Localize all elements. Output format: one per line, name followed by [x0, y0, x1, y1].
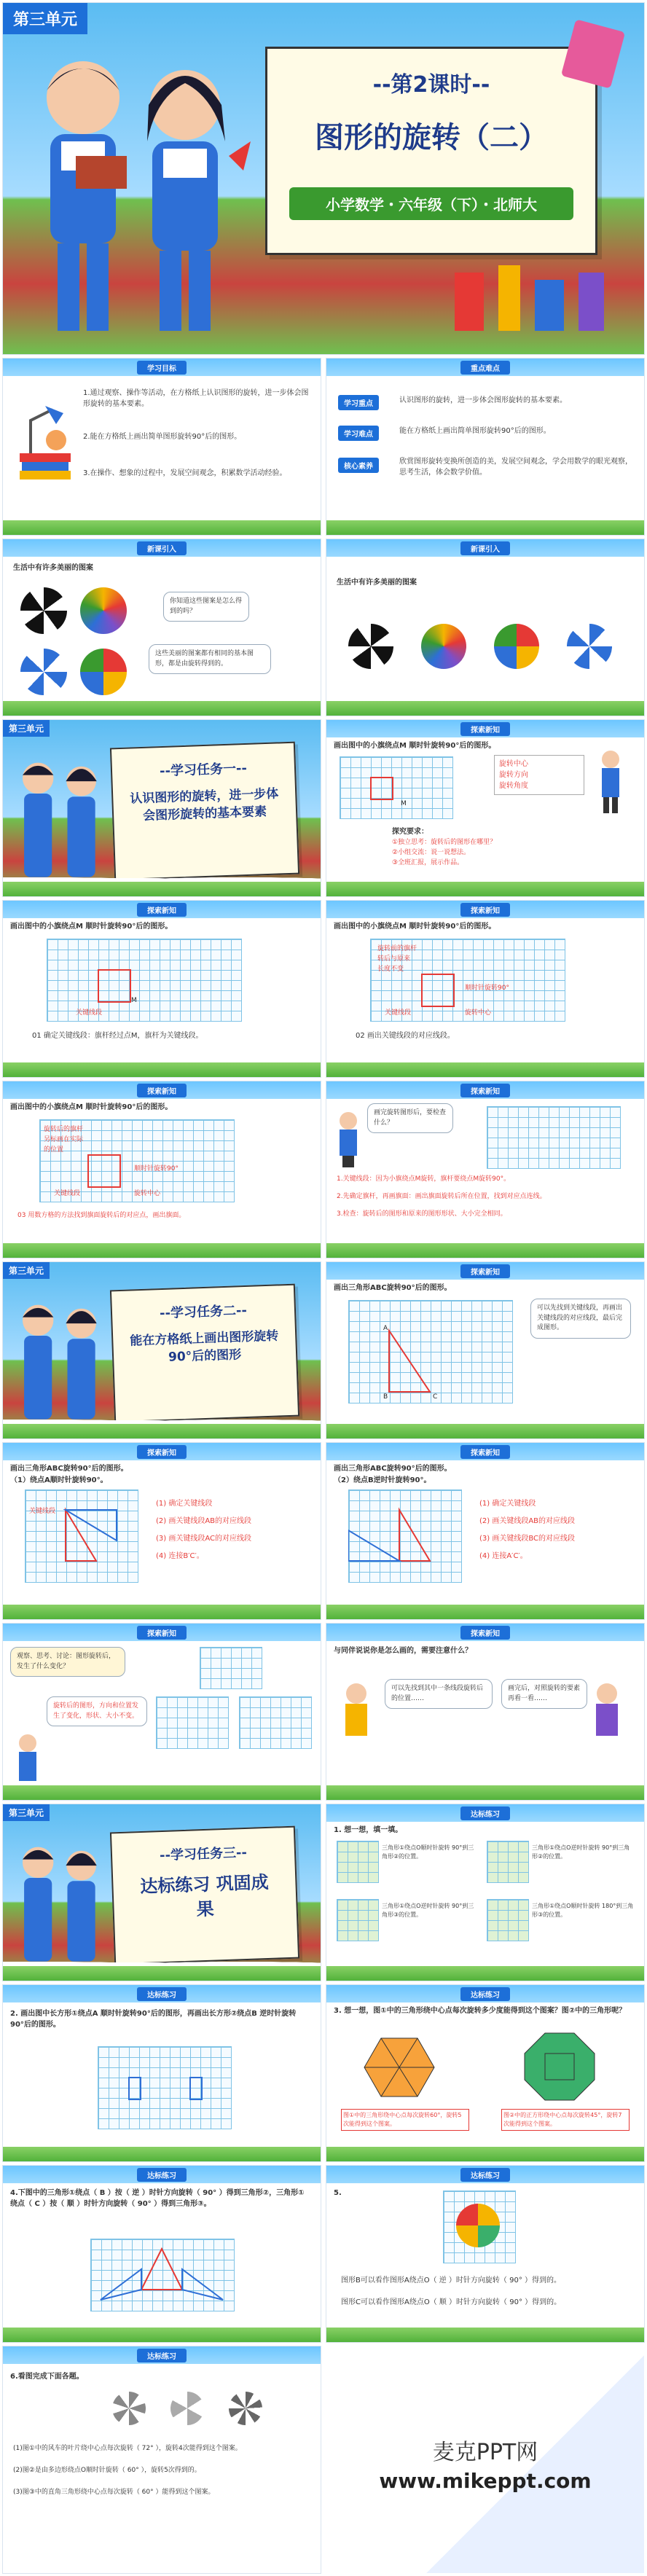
- explore-bubble: 可以先找到关键线段，再画出关键线段的对应线段，最后完成图形。: [530, 1299, 631, 1339]
- grid-paper: [487, 1899, 529, 1941]
- kid-icon: [596, 749, 625, 815]
- rectangle-shape: [128, 2077, 141, 2100]
- header-explore: 探索新知: [460, 1445, 510, 1459]
- header-keypoints: 重点难点: [460, 361, 510, 375]
- slide-intro-2: [326, 539, 644, 716]
- task-heading: 认识图形的旋转，进一步体会图形旋转的基本要素: [130, 786, 279, 823]
- unit-badge: 第三单元: [3, 720, 50, 737]
- key-segment-label: 关键线段: [54, 1190, 81, 1197]
- practice-line: (2)图②是由多边形绕点O顺时针旋转（ 60° ），旋转5次得到的。: [13, 2467, 201, 2474]
- lesson-label: --第2课时--: [372, 72, 490, 98]
- brand-url[interactable]: www.mikeppt.com: [379, 2469, 592, 2493]
- tag-difficulty: 学习难点: [338, 426, 379, 441]
- header-practice: 达标练习: [460, 2168, 510, 2182]
- legend-direction: 旋转方向: [499, 771, 528, 779]
- explore-title: 画出图中的小旗绕点M 顺时针旋转90°后的图形。: [334, 923, 496, 931]
- note-line: 长度不变: [377, 966, 404, 973]
- header-explore: 探索新知: [137, 1445, 187, 1459]
- note-line: 旋转后的旗杆: [44, 1126, 84, 1133]
- center-label: 旋转中心: [134, 1190, 161, 1197]
- slide-explore-5: [326, 1081, 644, 1258]
- triangle-figure: [90, 2239, 233, 2310]
- grid-paper: [337, 1899, 379, 1941]
- slide-intro-1: [3, 539, 321, 716]
- slide-task-1: [3, 720, 321, 896]
- key-segment-label: 关键线段: [29, 1508, 56, 1515]
- grid-paper: [98, 2046, 232, 2129]
- flag-shape: [98, 969, 131, 1003]
- explore-bubble: 观察、思考、讨论：图形旋转后，发生了什么变化？: [10, 1647, 125, 1677]
- book-icon: [557, 17, 630, 90]
- grid-paper: [239, 1696, 312, 1749]
- slide-practice-2: [3, 1985, 321, 2161]
- legend-center: 旋转中心: [499, 760, 528, 768]
- unit-badge: 第三单元: [3, 1262, 50, 1279]
- task-label: --学习任务二--: [159, 1302, 248, 1322]
- practice-title: 6.看图完成下面各题。: [10, 2373, 84, 2381]
- keypoint-focus: 认识图形的旋转，进一步体会图形旋转的基本要素。: [399, 396, 567, 404]
- grid-paper: [487, 1841, 529, 1883]
- note-line: 旋转前的旗杆: [377, 945, 417, 952]
- header-practice: 达标练习: [460, 1806, 510, 1820]
- point-m: M: [401, 800, 407, 807]
- objective-2: 2.能在方格纸上画出简单图形旋转90°后的图形。: [83, 433, 242, 441]
- requirement-title: 探究要求：: [392, 828, 428, 836]
- slide-practice-5: [326, 2166, 644, 2342]
- header-explore: 探索新知: [460, 1084, 510, 1097]
- caption-2: 图②中的正方形绕中心点每次旋转45°，旋转7次能得到这个图案。: [501, 2109, 630, 2131]
- unit-badge: 第三单元: [3, 1804, 50, 1821]
- kids-illustration: [10, 742, 112, 895]
- step-text: (2) 画关键线段AB的对应线段: [156, 1517, 252, 1525]
- rotation-label: 顺时针旋转90°: [465, 984, 509, 992]
- explore-bubble: 画完后，对照旋转的要素再看一看……: [501, 1679, 587, 1709]
- summary-line: 2.先确定旗杆，再画旗面：画出旗面旋转后所在位置，找到对应点连线。: [337, 1193, 546, 1200]
- slide-explore-1: [326, 720, 644, 896]
- tag-focus: 学习重点: [338, 395, 379, 410]
- pattern-icon: [20, 649, 67, 695]
- triangle-abc: [348, 1300, 511, 1402]
- practice-line: (3)图③中的直角三角形绕中心点每次旋转（ 60° ）能得到这个图案。: [13, 2489, 215, 2496]
- kids-illustration: [10, 1284, 112, 1437]
- cover-subtitle: 小学数学・六年级（下）・北师大: [289, 187, 573, 220]
- practice-item: 三角形①绕点O顺时针旋转 180°到三角形③的位置。: [532, 1903, 634, 1918]
- triangle-abc: [348, 1489, 460, 1581]
- header-newlesson: 新课引入: [137, 541, 187, 555]
- step-text: (2) 画关键线段AB的对应线段: [479, 1517, 576, 1525]
- practice-line: 图形B可以看作图形A绕点O（ 逆 ）时针方向旋转（ 90° ）得到的。: [341, 2276, 562, 2285]
- pattern-icon: [348, 624, 393, 669]
- kid-icon: [338, 1682, 375, 1747]
- explore-bubble: 画完旋转图形后，要检查什么？: [367, 1103, 453, 1133]
- vertex-c: C: [433, 1393, 438, 1401]
- rectangle-shape: [189, 2077, 203, 2100]
- tag-literacy: 核心素养: [338, 458, 379, 473]
- slide-explore-8: [326, 1443, 644, 1619]
- keypoint-difficulty: 能在方格纸上画出简单图形旋转90°后的图形。: [399, 427, 551, 435]
- slide-explore-10: [326, 1624, 644, 1800]
- header-practice: 达标练习: [137, 2168, 187, 2182]
- header-explore: 探索新知: [137, 903, 187, 917]
- note-line: 另标画在实际: [44, 1136, 84, 1143]
- practice-title: 3. 想一想，图①中的三角形绕中心点每次旋转多少度能得到这个图案？图②中的三角形呢？: [334, 2007, 627, 2015]
- note-line: 转后与原来: [377, 955, 411, 963]
- slide-explore-9: [3, 1624, 321, 1800]
- triangle-pattern-icon: [229, 2392, 262, 2425]
- grid-paper: [156, 1696, 229, 1749]
- slide-explore-6: [326, 1262, 644, 1438]
- slide-practice-4: [3, 2166, 321, 2342]
- pattern-icon: [20, 587, 67, 634]
- header-practice: 达标练习: [137, 1987, 187, 2001]
- task-card: [110, 1826, 299, 1965]
- keypoint-literacy: 欣赏图形旋转变换所创造的美，发展空间观念，学会用数学的眼光观察，思考生活，体会数学价值。: [399, 458, 632, 477]
- slide-task-3: [3, 1804, 321, 1981]
- polygon-pattern-icon: [170, 2392, 204, 2425]
- intro2-title: 生活中有许多美丽的图案: [337, 579, 417, 587]
- header-objectives: 学习目标: [137, 361, 187, 375]
- requirement-1: ①独立思考：旋转后的图形在哪里？: [392, 839, 497, 846]
- unit-badge: 第三单元: [3, 3, 87, 34]
- grid-paper: [337, 1841, 379, 1883]
- task-card: [110, 742, 299, 881]
- grid-paper: [487, 1106, 621, 1169]
- explore-bubble: 旋转后的图形，方向和位置发生了变化，形状、大小不变。: [47, 1696, 147, 1726]
- header-explore: 探索新知: [137, 1626, 187, 1640]
- practice-line: (1)图①中的风车的叶片绕中心点每次旋转（ 72° ），旋转4次能得到这个图案。: [13, 2445, 242, 2452]
- intro-title: 生活中有许多美丽的图案: [13, 564, 93, 572]
- step-text: (4) 连接B′C′。: [156, 1552, 204, 1560]
- explore-title: 画出三角形ABC旋转90°后的图形。: [334, 1465, 452, 1473]
- pattern-icon: [567, 624, 612, 669]
- slide-keypoints: [326, 359, 644, 535]
- vertex-a: A: [383, 1325, 388, 1332]
- flag-shape: [370, 777, 393, 800]
- rotation-label: 顺时针旋转90°: [134, 1165, 179, 1172]
- step-text: 03 用数方格的方法找到旗面旋转后的对应点，画出旗面。: [17, 1212, 186, 1219]
- pattern-icon: [80, 649, 127, 695]
- brand-name: 麦克PPT网: [432, 2440, 538, 2465]
- point-m: M: [131, 997, 137, 1004]
- header-explore: 探索新知: [460, 1626, 510, 1640]
- practice-item: 三角形①绕点O顺时针旋转 90°到三角形②的位置。: [382, 1844, 474, 1860]
- brand-block: [326, 2346, 644, 2573]
- header-explore: 探索新知: [137, 1084, 187, 1097]
- grid-paper: [200, 1647, 262, 1689]
- summary-line: 1.关键线段：因为小旗绕点M旋转，旗杆要绕点M旋转90°。: [337, 1175, 511, 1183]
- key-segment-label: 关键线段: [385, 1009, 412, 1017]
- intro-bubble-answer: 这些美丽的图案都有相同的基本图形，都是由旋转得到的。: [149, 644, 271, 674]
- step-text: (3) 画关键线段AC的对应线段: [156, 1535, 251, 1543]
- note-line: 的位置: [44, 1146, 64, 1154]
- kid-icon: [589, 1682, 625, 1747]
- requirement-3: ③全班汇报，展示作品。: [392, 859, 464, 866]
- task-card: [110, 1284, 299, 1423]
- title-board: [265, 47, 597, 255]
- practice-item: 三角形①绕点O逆时针旋转 90°到三角形②的位置。: [532, 1844, 630, 1860]
- explore-bubble: 可以先找到其中一条线段旋转后的位置……: [385, 1679, 493, 1709]
- practice-title: 2. 画出图中长方形①绕点A 顺时针旋转90°后的图形，再画出长方形②绕点B 逆时针旋转90°后的图形。: [10, 2010, 297, 2029]
- legend-angle: 旋转角度: [499, 782, 528, 790]
- task-heading: 达标练习 巩固成果: [139, 1871, 270, 1919]
- task-label: --学习任务一--: [159, 760, 248, 780]
- slide-explore-4: [3, 1081, 321, 1258]
- explore-sub: （2）绕点B逆时针旋转90°。: [334, 1476, 431, 1484]
- practice-line: 图形C可以看作图形A绕点O（ 顺 ）时针方向旋转（ 90° ）得到的。: [341, 2298, 562, 2306]
- slide-explore-3: [326, 901, 644, 1077]
- lamp-books-icon: [16, 402, 74, 482]
- circle-figure: [456, 2204, 500, 2247]
- cover-slide: [3, 3, 644, 354]
- pattern-icon: [494, 624, 539, 669]
- kids-illustration: [10, 1826, 112, 1979]
- windmill-icon: [112, 2392, 146, 2425]
- grid-paper: [340, 756, 453, 819]
- slide-objectives: [3, 359, 321, 535]
- pattern-icon: [421, 624, 466, 669]
- step-text: 01 确定关键线段：旗杆经过点M，旗杆为关键线段。: [32, 1032, 203, 1040]
- step-text: 02 画出关键线段的对应线段。: [356, 1032, 455, 1040]
- slide-practice-6: [3, 2346, 321, 2573]
- kids-illustration: [17, 32, 258, 353]
- practice-item: 三角形①绕点O逆时针旋转 90°到三角形③的位置。: [382, 1903, 474, 1918]
- hexagon-pattern-icon: [363, 2035, 436, 2100]
- explore-title: 画出三角形ABC旋转90°后的图形。: [334, 1284, 452, 1292]
- task-label: --学习任务三--: [159, 1844, 248, 1864]
- step-text: (3) 画关键线段BC的对应线段: [479, 1535, 576, 1543]
- cover-title: 图形的旋转（二）: [315, 121, 548, 154]
- explore-title: 与同伴说说你是怎么画的，需要注意什么？: [334, 1647, 472, 1655]
- objective-1: 1.通过观察、操作等活动，在方格纸上认识图形的旋转，进一步体会图形旋转的基本要素。: [83, 389, 309, 408]
- summary-line: 3.检查：旋转后的图形和原来的图形形状、大小完全相同。: [337, 1210, 507, 1218]
- center-label: 旋转中心: [465, 1009, 492, 1017]
- explore-title: 画出图中的小旗绕点M 顺时针旋转90°后的图形。: [10, 923, 173, 931]
- header-explore: 探索新知: [460, 722, 510, 736]
- explore-sub: （1）绕点A顺时针旋转90°。: [10, 1476, 108, 1484]
- pattern-icon: [80, 587, 127, 634]
- intro-bubble-question: 你知道这些图案是怎么得到的吗？: [163, 592, 249, 622]
- stationery-icon: [440, 251, 630, 338]
- step-text: (1) 确定关键线段: [156, 1500, 213, 1508]
- key-segment-label: 关键线段: [76, 1009, 103, 1017]
- triangle-abc: [25, 1489, 137, 1581]
- legend-box: [494, 755, 584, 795]
- slide-explore-7: [3, 1443, 321, 1619]
- practice-title: 4.下图中的三角形①绕点（ B ）按（ 逆 ）时针方向旋转（ 90° ）得到三角形②，三角形①绕点（ C ）按（ 顺 ）时针方向旋转（ 90° ）得到三角形③。: [10, 2189, 305, 2208]
- task-heading: 能在方格纸上画出图形旋转90°后的图形: [130, 1328, 279, 1365]
- requirement-2: ②小组交流：说一说想法。: [392, 849, 471, 856]
- flag-shape: [87, 1154, 121, 1188]
- header-explore: 探索新知: [460, 903, 510, 917]
- explore-title: 画出图中的小旗绕点M 顺时针旋转90°后的图形。: [334, 742, 496, 750]
- step-text: (4) 连接A′C′。: [479, 1552, 528, 1560]
- header-practice: 达标练习: [460, 1987, 510, 2001]
- slide-practice-1: [326, 1804, 644, 1981]
- objective-3: 3.在操作、想象的过程中，发展空间观念，积累数学活动经验。: [83, 469, 287, 477]
- practice-title: 5.: [334, 2189, 342, 2197]
- explore-title: 画出三角形ABC旋转90°后的图形。: [10, 1465, 128, 1473]
- flag-shape: [421, 974, 455, 1007]
- step-text: (1) 确定关键线段: [479, 1500, 536, 1508]
- slide-task-2: [3, 1262, 321, 1438]
- practice-title: 1. 想一想，填一填。: [334, 1826, 403, 1834]
- octagon-pattern-icon: [523, 2032, 596, 2102]
- header-practice: 达标练习: [137, 2349, 187, 2362]
- vertex-b: B: [383, 1393, 388, 1401]
- header-newlesson: 新课引入: [460, 541, 510, 555]
- slide-practice-3: [326, 1985, 644, 2161]
- header-explore: 探索新知: [460, 1264, 510, 1278]
- caption-1: 图①中的三角形绕中心点每次旋转60°，旋转5次能得到这个图案。: [341, 2109, 469, 2131]
- kid-icon: [334, 1111, 363, 1169]
- slide-explore-2: [3, 901, 321, 1077]
- explore-title: 画出图中的小旗绕点M 顺时针旋转90°后的图形。: [10, 1103, 173, 1111]
